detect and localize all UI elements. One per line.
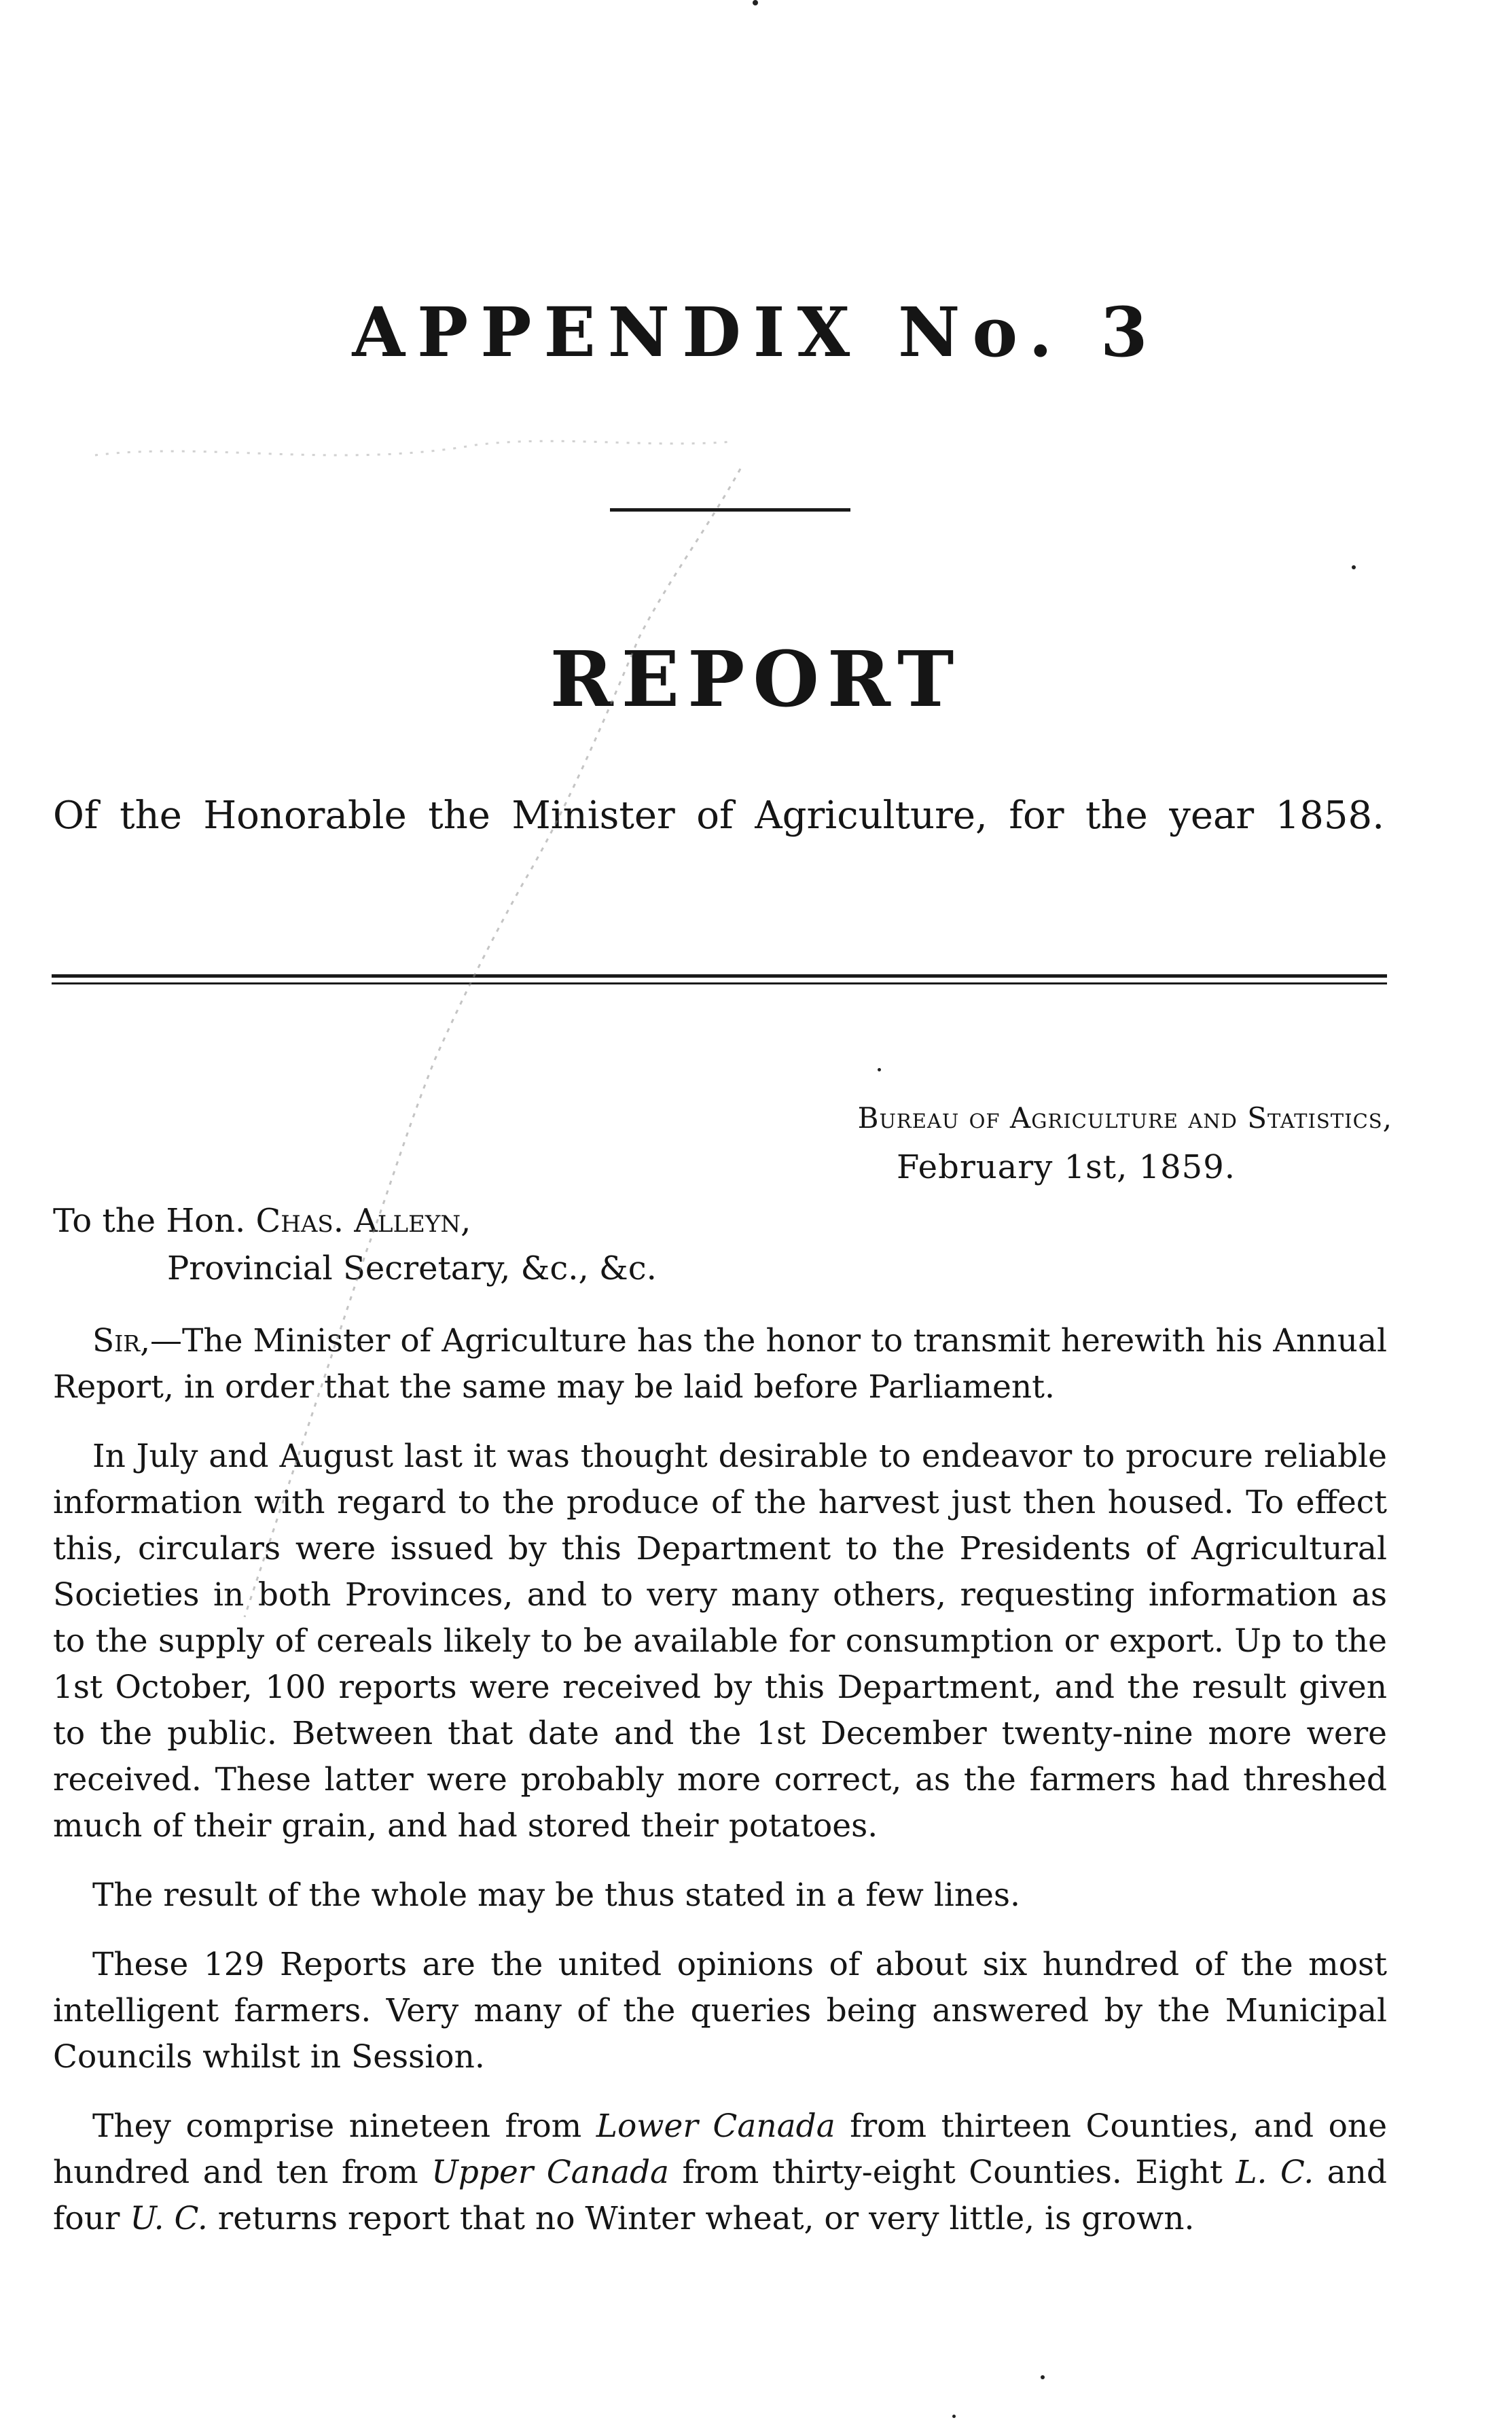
letter-body [53, 1318, 1387, 2265]
paragraph-2: In July and August last it was thought desirable to endeavor to procure reliable information with regard to the produce of the harvest just then housed. To effect this, circulars were issued by this Department to the Presidents of Agricultural Societies in both Provinces, and to very many others, requesting information as to the supply of cereals likely to be available for consumption or export. Up to the 1st October, 100 reports were received by this Department, and the result given to the public. Between that date and the 1st December twenty-nine more were received. These latter were probably more correct, as the farmers had threshed much of their grain, and had stored their potatoes. [53, 1438, 1387, 1845]
paragraph-3: The result of the whole may be thus stated in a few lines. [92, 1877, 1020, 1914]
dateline [693, 1094, 1392, 1192]
addressee-prefix: To the Hon. [53, 1202, 256, 1240]
heading-divider [610, 508, 850, 512]
ink-speck [1041, 2375, 1045, 2379]
section-rule-thick [52, 974, 1387, 978]
addressee-title: Provincial Secretary, &c., &c. [167, 1249, 657, 1287]
paragraph-5-part-b: from thirteen Counties, and one hundred and ten from [53, 2108, 1388, 2191]
addressee-block [53, 1197, 657, 1292]
ink-speck [952, 2415, 956, 2418]
paragraph-1 [53, 1318, 1387, 1410]
uc-emphasis: U. C. [130, 2200, 208, 2237]
ink-speck [753, 0, 758, 5]
dateline-office: Bureau of Agriculture and Statistics, [857, 1101, 1392, 1135]
dateline-date: February 1st, 1859. [897, 1148, 1236, 1186]
appendix-heading: APPENDIX No. 3 [352, 292, 1160, 372]
paragraph-4: These 129 Reports are the united opinions of about six hundred of the most intelligent farmers. Very many of the queries being answered by the Municipal Councils whilst in Session. [53, 1946, 1387, 2076]
report-subtitle: Of the Honorable the Minister of Agriculture, for the year 1858. [53, 794, 1384, 838]
paragraph-5-part-c: from thirty-eight Counties. Eight [669, 2154, 1236, 2191]
ink-speck [878, 1068, 881, 1071]
paragraph-1-text: —The Minister of Agriculture has the honor to transmit herewith his Annual Report, in order that the same may be laid before Parliament. [53, 1322, 1387, 1406]
lower-canada-emphasis: Lower Canada [596, 2108, 835, 2145]
upper-canada-emphasis: Upper Canada [431, 2154, 670, 2191]
lc-emphasis: L. C. [1236, 2154, 1314, 2191]
paragraph-5-part-d: and four [53, 2154, 1388, 2237]
paragraph-5-part-a: They comprise nineteen from [92, 2108, 596, 2145]
paragraph-5 [53, 2103, 1387, 2242]
salutation: Sir, [92, 1322, 151, 1359]
section-rule-thin [52, 982, 1387, 984]
paragraph-5-part-e: returns report that no Winter wheat, or very little, is grown. [207, 2200, 1195, 2237]
addressee-name: Chas. Alleyn, [255, 1202, 471, 1240]
report-heading: REPORT [550, 635, 962, 724]
ink-speck [1352, 565, 1356, 569]
